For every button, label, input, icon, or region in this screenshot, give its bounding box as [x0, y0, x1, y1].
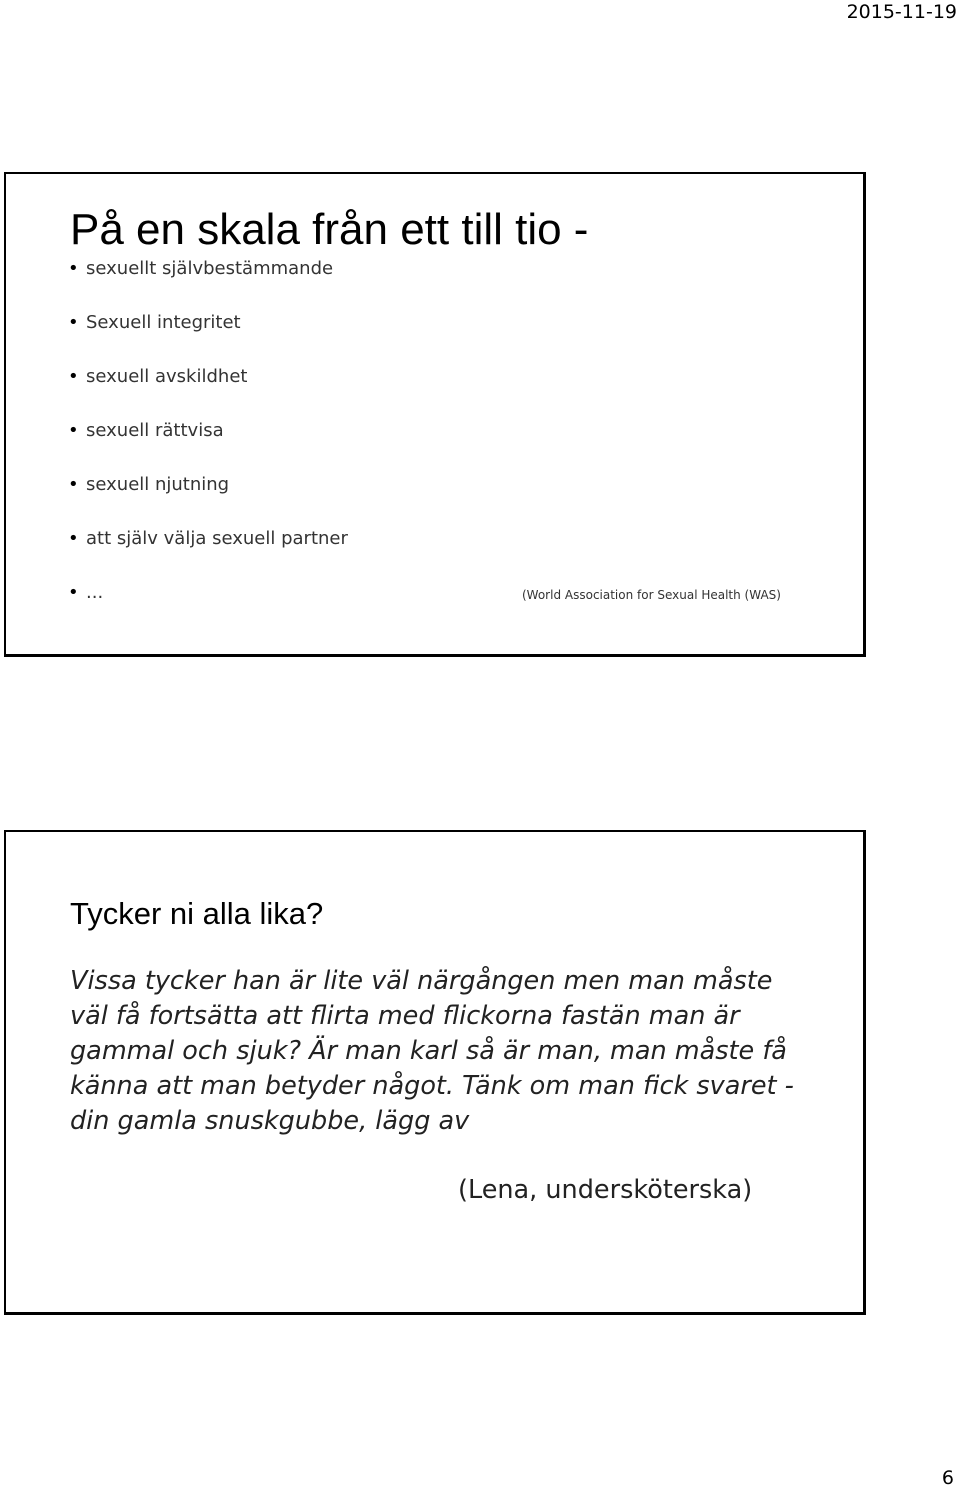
- list-item-text: sexuell rättvisa: [86, 420, 224, 441]
- slide-title: På en skala från ett till tio -: [70, 205, 589, 254]
- bullet-icon: •: [68, 312, 79, 333]
- list-item: [68, 578, 348, 632]
- slide-1: [4, 172, 866, 657]
- bullet-icon: •: [68, 474, 79, 495]
- bullet-icon: •: [68, 420, 79, 441]
- bullet-icon: •: [68, 582, 79, 603]
- list-item: [68, 524, 348, 578]
- list-item-text: Sexuell integritet: [86, 312, 241, 333]
- list-item: [68, 308, 348, 362]
- list-item-text: sexuell njutning: [86, 474, 230, 495]
- list-item-text: att själv välja sexuell partner: [86, 528, 348, 549]
- bullet-icon: •: [68, 258, 79, 279]
- slide-title: Tycker ni alla lika?: [70, 896, 324, 931]
- quote-text: Vissa tycker han är lite väl närgången men man måste väl få fortsätta att flirta med flickorna fastän man är gammal och sjuk? Är man karl så är man, man måste få känna att man betyder något. Tänk om man fick svaret - din gamla snuskgubbe, lägg av: [70, 966, 794, 1136]
- list-item: [68, 416, 348, 470]
- list-item: [68, 362, 348, 416]
- bullet-list: [68, 254, 348, 632]
- bullet-icon: •: [68, 366, 79, 387]
- page-number: 6: [941, 1467, 954, 1489]
- list-item: [68, 470, 348, 524]
- quote-attribution: (Lena, undersköterska): [458, 1175, 753, 1205]
- source-citation: (World Association for Sexual Health (WAS): [522, 588, 781, 602]
- list-item: [68, 254, 348, 308]
- page-date: 2015-11-19: [846, 1, 957, 23]
- list-item-text: sexuell avskildhet: [86, 366, 248, 387]
- bullet-icon: •: [68, 528, 79, 549]
- list-item-text: ...: [86, 582, 104, 603]
- slide-2: [4, 830, 866, 1315]
- list-item-text: sexuellt självbestämmande: [86, 258, 334, 279]
